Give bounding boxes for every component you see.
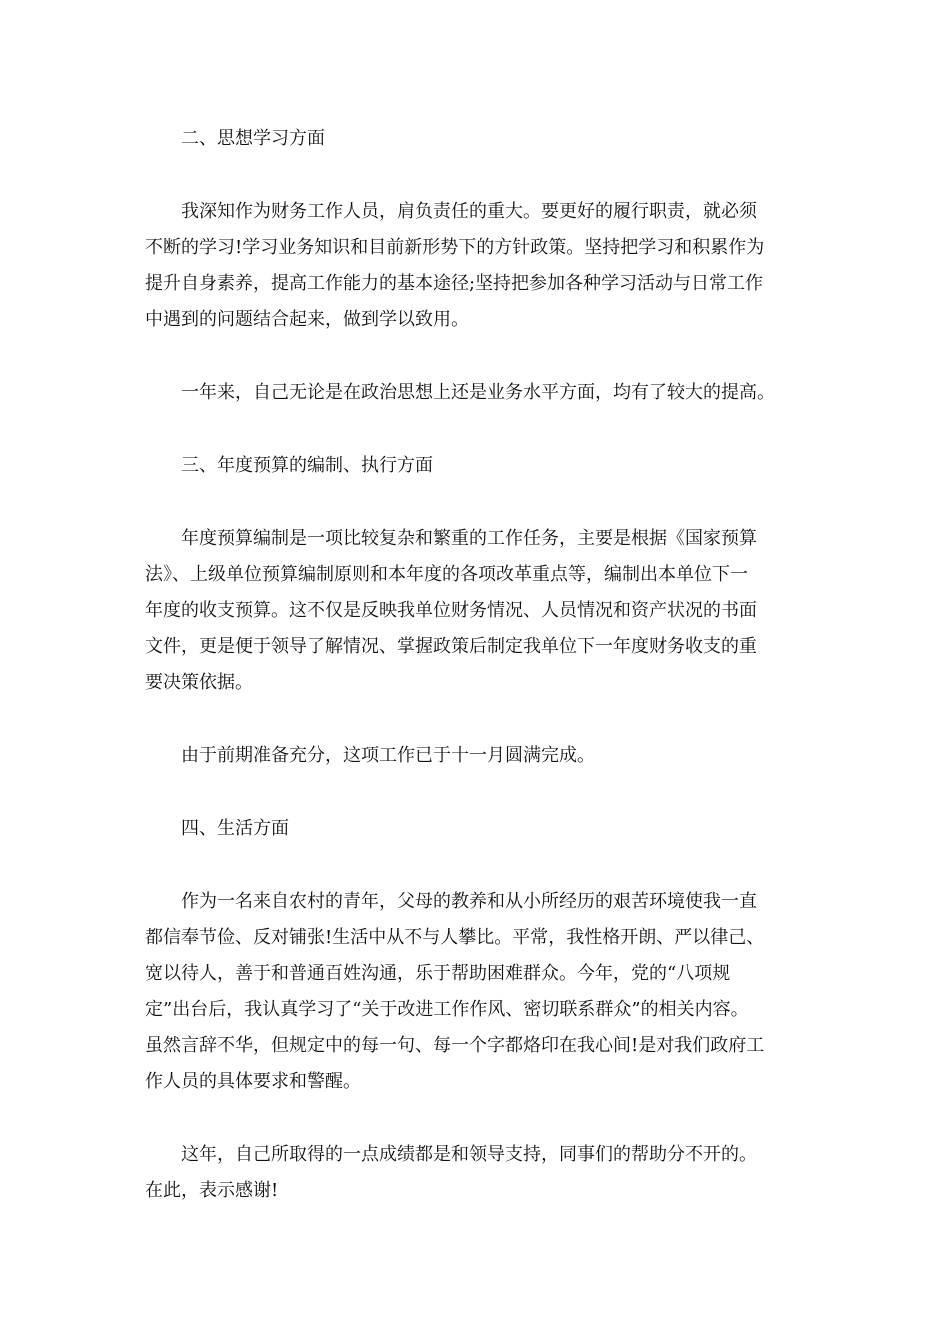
text-line: 宽以待人，善于和普通百姓沟通，乐于帮助困难群众。今年，党的“八项规	[145, 963, 731, 984]
text-line: 文件，更是便于领导了解情况、掌握政策后制定我单位下一年度财务收支的重	[145, 636, 757, 657]
text-line: 都信奉节俭、反对铺张!生活中从不与人攀比。平常，我性格开朗、严以律己、	[145, 927, 765, 948]
paragraph-study	[145, 194, 825, 338]
text-line: 作人员的具体要求和警醒。	[145, 1071, 361, 1092]
text-line: 定”出台后，我认真学习了“关于改进工作作风、密切联系群众”的相关内容。	[145, 999, 749, 1020]
text-line: 虽然言辞不华，但规定中的每一句、每一个字都烙印在我心间!是对我们政府工	[145, 1035, 765, 1056]
text-line: 二、思想学习方面	[181, 128, 325, 149]
text-line: 一年来，自己无论是在政治思想上还是业务水平方面，均有了较大的提高。	[181, 382, 775, 403]
text-line: 提升自身素养，提高工作能力的基本途径;坚持把参加各种学习活动与日常工作	[145, 273, 764, 294]
text-line: 中遇到的问题结合起来，做到学以致用。	[145, 309, 469, 330]
text-line: 不断的学习!学习业务知识和目前新形势下的方针政策。坚持把学习和积累作为	[145, 237, 765, 258]
text-line: 要决策依据。	[145, 672, 253, 693]
section-heading-life	[145, 811, 825, 847]
text-line: 在此，表示感谢!	[145, 1180, 279, 1201]
text-line: 这年，自己所取得的一点成绩都是和领导支持，同事们的帮助分不开的。	[181, 1144, 757, 1165]
text-line: 三、年度预算的编制、执行方面	[181, 455, 433, 476]
document-body	[145, 121, 825, 1246]
paragraph-thanks	[145, 1137, 825, 1209]
text-line: 年度的收支预算。这不仅是反映我单位财务情况、人员情况和资产状况的书面	[145, 600, 757, 621]
section-heading-budget	[145, 448, 825, 484]
paragraph-budget	[145, 521, 825, 701]
text-line: 法》、上级单位预算编制原则和本年度的各项改革重点等，编制出本单位下一	[145, 564, 748, 585]
section-heading-thought-study	[145, 121, 825, 157]
text-line: 年度预算编制是一项比较复杂和繁重的工作任务，主要是根据《国家预算	[181, 528, 757, 549]
text-line: 由于前期准备充分，这项工作已于十一月圆满完成。	[181, 745, 595, 766]
paragraph-life	[145, 884, 825, 1100]
paragraph-completion	[145, 738, 825, 774]
text-line: 四、生活方面	[181, 818, 289, 839]
text-line: 我深知作为财务工作人员，肩负责任的重大。要更好的履行职责，就必须	[181, 201, 757, 222]
paragraph-improvement	[145, 375, 825, 411]
text-line: 作为一名来自农村的青年，父母的教养和从小所经历的艰苦环境使我一直	[181, 891, 757, 912]
